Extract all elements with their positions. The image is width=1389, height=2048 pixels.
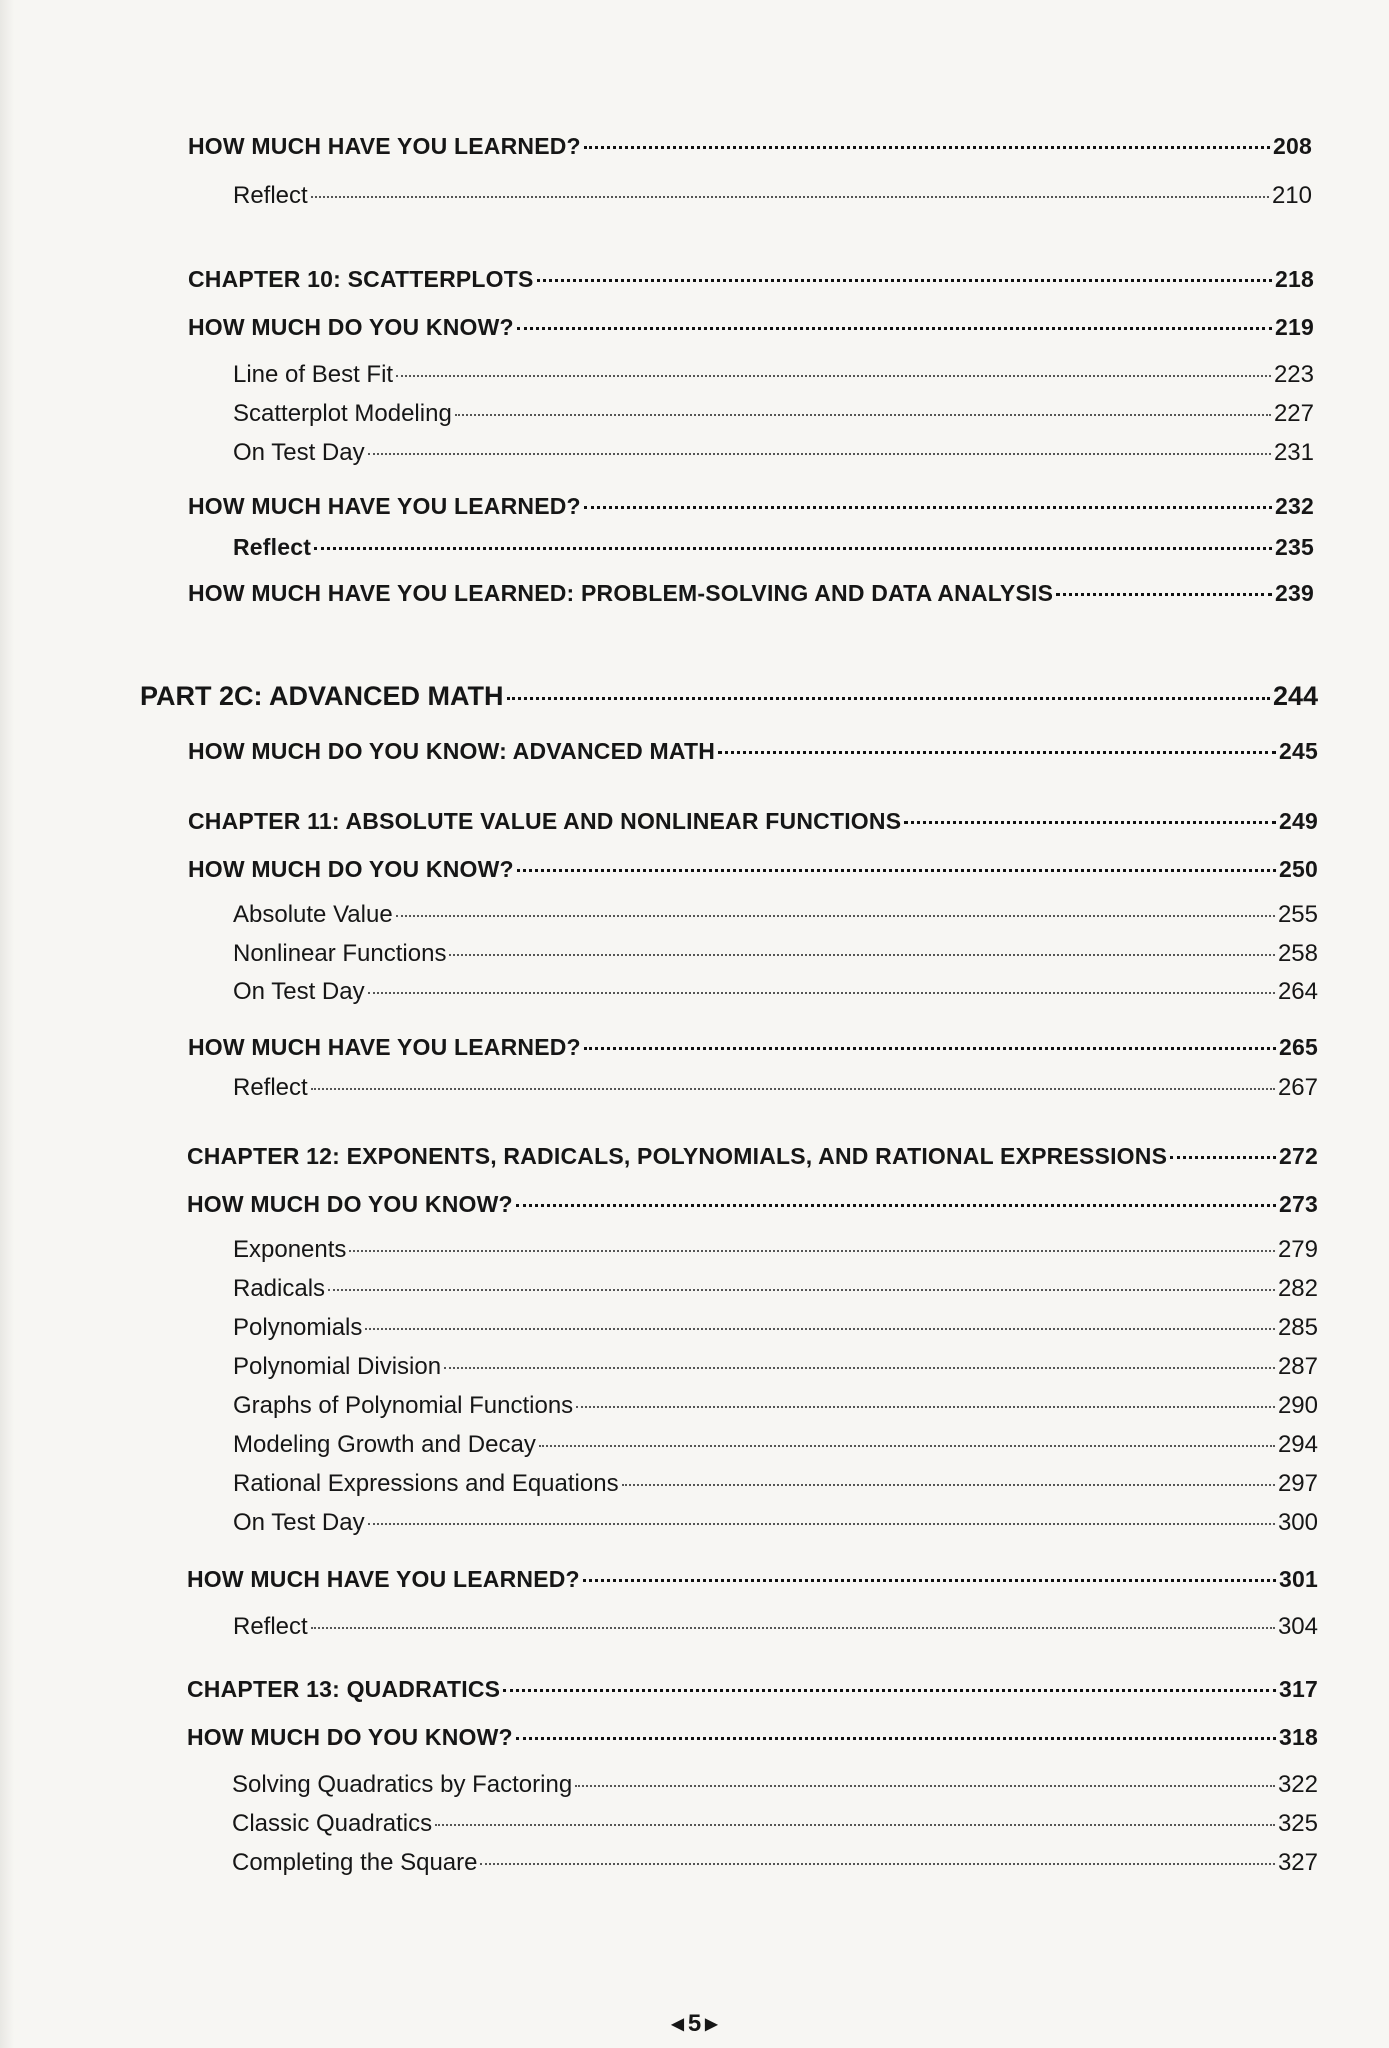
toc-chapter-entry [188,856,1318,883]
toc-section-entry [233,1392,1318,1420]
toc-entry-label: Modeling Growth and Decay [233,1431,536,1458]
dot-leader [368,453,1271,455]
toc-entry-label: On Test Day [233,1509,365,1536]
toc-entry-label: Reflect [233,182,308,209]
toc-entry-page-number: 301 [1279,1566,1318,1592]
toc-section-entry [233,1470,1318,1498]
toc-entry-page-number: 317 [1279,1676,1318,1702]
toc-section-entry [233,940,1318,968]
toc-entry-label: HOW MUCH DO YOU KNOW? [188,314,514,340]
toc-entry-label: Rational Expressions and Equations [233,1470,619,1497]
left-arrow-icon: ◀ [671,2016,684,2033]
dot-leader [368,992,1275,994]
dot-leader [517,327,1272,330]
toc-chapter-entry [233,534,1314,561]
toc-entry-label: HOW MUCH HAVE YOU LEARNED: PROBLEM-SOLVING AND DATA ANALYSIS [188,580,1054,606]
toc-chapter-entry [188,738,1318,765]
dot-leader [349,1250,1275,1252]
toc-section-entry [233,1353,1318,1381]
toc-entry-label: Completing the Square [232,1849,478,1876]
toc-entry-page-number: 287 [1277,1353,1318,1380]
toc-entry-page-number: 300 [1277,1509,1318,1536]
toc-entry-page-number: 245 [1279,738,1318,764]
toc-section-entry [233,400,1314,428]
toc-entry-label: Absolute Value [233,901,393,928]
page-footer [0,2010,1389,2038]
toc-entry-page-number: 285 [1277,1314,1318,1341]
toc-entry-label: Classic Quadratics [232,1810,433,1837]
toc-entry-page-number: 210 [1271,182,1312,209]
dot-leader [584,1047,1276,1050]
dot-leader [516,1204,1276,1207]
toc-entry-label: Graphs of Polynomial Functions [233,1392,574,1419]
toc-section-entry [233,1236,1318,1264]
toc-entry-label: HOW MUCH DO YOU KNOW? [188,856,514,882]
dot-leader [517,869,1276,872]
toc-chapter-entry [188,133,1312,160]
right-arrow-icon: ▶ [705,2016,718,2033]
toc-entry-label: PART 2C: ADVANCED MATH [140,681,504,711]
toc-entry-label: HOW MUCH HAVE YOU LEARNED? [188,133,581,159]
toc-entry-page-number: 267 [1277,1074,1318,1101]
toc-chapter-entry [187,1143,1318,1170]
dot-leader [365,1328,1275,1330]
toc-entry-page-number: 223 [1273,361,1314,388]
toc-entry-page-number: 304 [1277,1613,1318,1640]
toc-section-entry [233,1509,1318,1537]
dot-leader [396,915,1275,917]
toc-entry-page-number: 208 [1273,133,1312,159]
toc-entry-label: Polynomial Division [233,1353,442,1380]
toc-entry-page-number: 249 [1279,808,1318,834]
toc-chapter-entry [187,1191,1318,1218]
toc-entry-label: HOW MUCH DO YOU KNOW? [187,1724,513,1750]
toc-chapter-entry [188,266,1314,293]
dot-leader [449,954,1275,956]
dot-leader [516,1737,1276,1740]
toc-chapter-entry [188,314,1314,341]
toc-entry-page-number: 294 [1277,1431,1318,1458]
toc-entry-page-number: 322 [1277,1771,1318,1798]
toc-entry-page-number: 218 [1275,266,1314,292]
toc-chapter-entry [187,1566,1318,1593]
dot-leader [314,547,1272,550]
dot-leader [311,196,1269,198]
dot-leader [444,1367,1275,1369]
toc-entry-page-number: 264 [1277,978,1318,1005]
toc-entry-label: HOW MUCH DO YOU KNOW: ADVANCED MATH [188,738,716,764]
dot-leader [1170,1156,1276,1159]
toc-section-entry [233,978,1318,1006]
toc-section-entry [233,1431,1318,1459]
toc-entry-label: On Test Day [233,439,365,466]
dot-leader [507,697,1270,700]
toc-entry-page-number: 327 [1277,1849,1318,1876]
page-number: 5 [687,2010,702,2037]
dot-leader [1056,593,1272,596]
toc-entry-label: Reflect [233,1613,308,1640]
dot-leader [480,1863,1274,1865]
toc-chapter-entry [187,1676,1318,1703]
toc-section-entry [233,182,1312,210]
toc-entry-page-number: 227 [1273,400,1314,427]
toc-entry-page-number: 219 [1275,314,1314,340]
toc-part-entry [140,681,1318,712]
toc-entry-label: HOW MUCH DO YOU KNOW? [187,1191,513,1217]
dot-leader [311,1088,1275,1090]
toc-section-entry [233,1275,1318,1303]
toc-entry-label: Line of Best Fit [233,361,394,388]
toc-entry-page-number: 244 [1272,681,1318,711]
toc-entry-page-number: 258 [1277,940,1318,967]
toc-entry-label: Scatterplot Modeling [233,400,452,427]
toc-entry-page-number: 265 [1279,1034,1318,1060]
toc-entry-page-number: 255 [1277,901,1318,928]
dot-leader [455,414,1271,416]
toc-entry-label: HOW MUCH HAVE YOU LEARNED? [188,493,581,519]
dot-leader [368,1523,1275,1525]
toc-entry-page-number: 239 [1275,580,1314,606]
toc-entry-page-number: 282 [1277,1275,1318,1302]
dot-leader [503,1689,1276,1692]
toc-entry-label: HOW MUCH HAVE YOU LEARNED? [187,1566,580,1592]
toc-section-entry [233,1074,1318,1102]
dot-leader [583,1579,1276,1582]
dot-leader [904,821,1276,824]
toc-entry-page-number: 279 [1277,1236,1318,1263]
dot-leader [328,1289,1275,1291]
dot-leader [622,1484,1275,1486]
toc-entry-label: CHAPTER 13: QUADRATICS [187,1676,501,1702]
toc-chapter-entry [188,580,1314,607]
toc-chapter-entry [188,493,1314,520]
toc-entry-label: Polynomials [233,1314,363,1341]
dot-leader [435,1824,1275,1826]
toc-entry-label: Exponents [233,1236,347,1263]
toc-section-entry [232,1771,1318,1799]
toc-section-entry [233,439,1314,467]
toc-entry-page-number: 318 [1279,1724,1318,1750]
toc-entry-label: Solving Quadratics by Factoring [232,1771,573,1798]
toc-section-entry [232,1810,1318,1838]
dot-leader [576,1406,1275,1408]
toc-entry-label: CHAPTER 11: ABSOLUTE VALUE AND NONLINEAR FUNCTIONS [188,808,902,834]
dot-leader [584,146,1270,149]
toc-chapter-entry [188,1034,1318,1061]
toc-section-entry [233,1613,1318,1641]
toc-section-entry [233,361,1314,389]
toc-entry-page-number: 273 [1279,1191,1318,1217]
toc-section-entry [233,901,1318,929]
toc-entry-page-number: 272 [1279,1143,1318,1169]
toc-entry-label: CHAPTER 10: SCATTERPLOTS [188,266,534,292]
dot-leader [584,506,1272,509]
toc-entry-label: Radicals [233,1275,326,1302]
toc-entry-page-number: 297 [1277,1470,1318,1497]
toc-chapter-entry [187,1724,1318,1751]
dot-leader [311,1627,1275,1629]
toc-entry-label: Reflect [233,1074,308,1101]
toc-entry-page-number: 232 [1275,493,1314,519]
toc-entry-page-number: 250 [1279,856,1318,882]
toc-entry-page-number: 231 [1273,439,1314,466]
toc-entry-label: On Test Day [233,978,365,1005]
dot-leader [537,279,1272,282]
dot-leader [396,375,1271,377]
toc-entry-label: Nonlinear Functions [233,940,447,967]
toc-entry-page-number: 290 [1277,1392,1318,1419]
toc-entry-label: Reflect [233,534,312,560]
toc-entry-page-number: 325 [1277,1810,1318,1837]
toc-section-entry [232,1849,1318,1877]
toc-entry-label: CHAPTER 12: EXPONENTS, RADICALS, POLYNOMIALS, AND RATIONAL EXPRESSIONS [187,1143,1168,1169]
toc-entry-page-number: 235 [1275,534,1314,560]
dot-leader [539,1445,1275,1447]
dot-leader [575,1785,1275,1787]
toc-entry-label: HOW MUCH HAVE YOU LEARNED? [188,1034,581,1060]
toc-chapter-entry [188,808,1318,835]
toc-section-entry [233,1314,1318,1342]
dot-leader [718,751,1276,754]
